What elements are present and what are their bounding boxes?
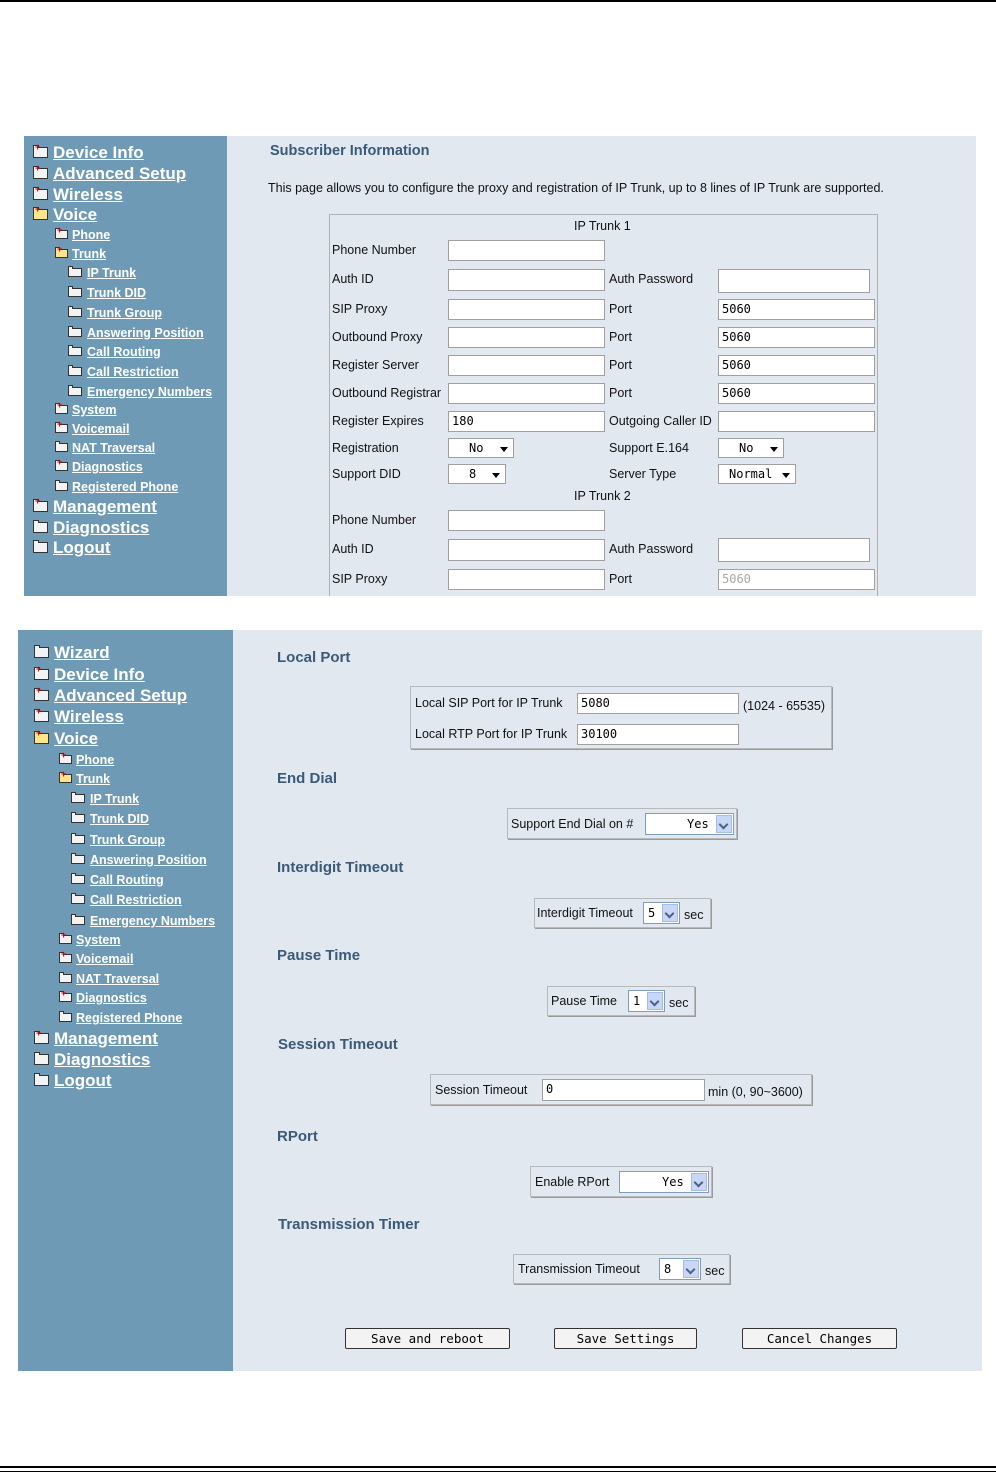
folder-icon: [68, 347, 82, 356]
rport-label: Enable RPort: [535, 1175, 610, 1189]
trunk1-sip-proxy-port-input[interactable]: 5060: [718, 299, 875, 320]
save-settings-button[interactable]: Save Settings: [554, 1328, 697, 1349]
chevron-down-icon: [647, 992, 663, 1010]
nav-answering-position[interactable]: Answering Position: [71, 853, 207, 867]
trunk2-auth-password-label: Auth Password: [609, 542, 694, 556]
trunk1-outbound-proxy-port-label: Port: [609, 330, 632, 344]
local-rtp-port-input[interactable]: 30100: [577, 724, 739, 745]
select-value: 8: [469, 467, 477, 481]
nav-management[interactable]: +Management: [33, 497, 157, 517]
trunk1-auth-password-label: Auth Password: [609, 272, 694, 286]
nav-registered-phone[interactable]: Registered Phone: [55, 480, 178, 494]
folder-icon: [55, 230, 68, 239]
trunk1-support-e164-label: Support E.164: [609, 441, 689, 455]
select-value: No: [739, 441, 754, 455]
rport-box: [530, 1166, 712, 1197]
select-value: Normal: [729, 467, 773, 481]
pause-time-select[interactable]: [628, 990, 665, 1012]
trunk1-register-server-input[interactable]: [448, 355, 605, 376]
top-screenshot: [24, 136, 976, 596]
trunk1-sip-proxy-input[interactable]: [448, 299, 605, 320]
nav-system[interactable]: +System: [59, 933, 120, 947]
trunk1-register-expires-input[interactable]: 180: [448, 411, 605, 432]
transmission-title: Transmission Timer: [278, 1216, 420, 1233]
nav-device-info[interactable]: +Device Info: [33, 143, 144, 163]
folder-icon: [34, 711, 49, 722]
nav-emergency-numbers[interactable]: Emergency Numbers: [71, 914, 215, 928]
session-timeout-unit: min (0, 90~3600): [708, 1085, 803, 1099]
folder-icon: [55, 405, 68, 414]
trunk1-support-did-label: Support DID: [332, 467, 401, 481]
trunk1-auth-id-label: Auth ID: [332, 272, 374, 286]
chevron-down-icon: [492, 473, 500, 478]
trunk1-phone-number-label: Phone Number: [332, 243, 417, 257]
trunk2-auth-id-input[interactable]: [448, 539, 605, 561]
folder-icon: [59, 974, 72, 983]
folder-icon: [33, 522, 48, 533]
pause-time-unit: sec: [669, 996, 689, 1010]
nav-nat-traversal[interactable]: NAT Traversal: [55, 441, 155, 455]
end-dial-label: Support End Dial on #: [511, 817, 634, 831]
local-port-box: [410, 686, 832, 749]
nav-management[interactable]: +Management: [34, 1029, 158, 1049]
trunk1-server-type-select[interactable]: [718, 464, 796, 484]
folder-icon: [34, 669, 49, 680]
trunk1-registration-select[interactable]: [448, 438, 514, 458]
sidebar: [24, 136, 227, 596]
trunk1-outbound-proxy-input[interactable]: [448, 327, 605, 348]
folder-icon: [71, 835, 85, 844]
chevron-down-icon: [683, 1260, 699, 1278]
trunk1-outgoing-caller-id-input[interactable]: [718, 411, 875, 432]
rport-select[interactable]: [619, 1171, 709, 1193]
nav-trunk-group[interactable]: Trunk Group: [68, 306, 162, 320]
interdigit-title: Interdigit Timeout: [277, 859, 404, 876]
interdigit-unit: sec: [684, 908, 704, 922]
trunk1-auth-id-input[interactable]: [448, 269, 605, 291]
session-timeout-input[interactable]: 0: [542, 1079, 705, 1101]
nav-diagnostics-sub[interactable]: +Diagnostics: [55, 460, 143, 474]
transmission-label: Transmission Timeout: [518, 1262, 640, 1276]
folder-icon: [33, 147, 48, 158]
select-value: 1: [633, 994, 641, 1008]
folder-icon: [71, 855, 85, 864]
folder-icon: [68, 328, 82, 337]
end-dial-title: End Dial: [277, 770, 338, 787]
end-dial-select[interactable]: [645, 813, 734, 835]
trunk1-outbound-registrar-label: Outbound Registrar: [332, 386, 442, 400]
nav-logout[interactable]: Logout: [33, 538, 111, 558]
folder-icon: [71, 916, 85, 925]
nav-trunk[interactable]: +Trunk: [59, 772, 110, 786]
chevron-down-icon: [782, 473, 790, 478]
nav-diagnostics-sub[interactable]: +Diagnostics: [59, 991, 147, 1005]
folder-icon: [59, 993, 72, 1002]
nav-trunk[interactable]: +Trunk: [55, 247, 106, 261]
trunk2-sip-proxy-label: SIP Proxy: [332, 572, 388, 586]
trunk1-outbound-proxy-port-input[interactable]: 5060: [718, 327, 875, 348]
transmission-select[interactable]: [659, 1258, 701, 1280]
folder-icon: [71, 794, 85, 803]
folder-open-icon: [59, 774, 72, 783]
trunk1-register-expires-label: Register Expires: [332, 414, 424, 428]
folder-open-icon: [34, 733, 49, 744]
pause-time-title: Pause Time: [277, 947, 361, 964]
folder-icon: [55, 482, 68, 491]
select-value: Yes: [662, 1175, 684, 1189]
nav-registered-phone[interactable]: Registered Phone: [59, 1011, 182, 1025]
session-timeout-box: [430, 1074, 812, 1105]
folder-icon: [34, 1054, 49, 1065]
nav-system[interactable]: +System: [55, 403, 116, 417]
transmission-box: [513, 1254, 730, 1284]
trunk2-sip-proxy-port-input[interactable]: 5060: [718, 569, 875, 590]
select-value: Yes: [687, 817, 709, 831]
chevron-down-icon: [770, 447, 778, 452]
select-value: 5: [648, 906, 656, 920]
transmission-unit: sec: [705, 1264, 725, 1278]
folder-open-icon: [33, 209, 48, 220]
trunk1-outbound-registrar-port-label: Port: [609, 386, 632, 400]
folder-icon: [34, 1075, 49, 1086]
trunk1-support-e164-select[interactable]: [718, 438, 784, 458]
session-timeout-label: Session Timeout: [435, 1083, 528, 1097]
trunk1-server-type-label: Server Type: [609, 467, 677, 481]
save-and-reboot-button[interactable]: Save and reboot: [345, 1328, 510, 1349]
nav-call-restriction[interactable]: Call Restriction: [68, 365, 179, 379]
local-sip-port-label: Local SIP Port for IP Trunk: [415, 696, 563, 710]
nav-diagnostics[interactable]: Diagnostics: [33, 518, 149, 538]
trunk2-auth-password-input[interactable]: [718, 538, 870, 562]
folder-icon: [59, 935, 72, 944]
folder-icon: [68, 288, 82, 297]
bottom-rule-thin: [0, 1471, 996, 1472]
select-value: No: [469, 441, 484, 455]
nav-advanced-setup[interactable]: +Advanced Setup: [34, 686, 187, 706]
trunk1-register-server-port-input[interactable]: 5060: [718, 355, 875, 376]
nav-device-info[interactable]: +Device Info: [34, 665, 145, 685]
nav-wireless[interactable]: +Wireless: [34, 707, 124, 727]
trunk1-outbound-registrar-port-input[interactable]: 5060: [718, 383, 875, 404]
select-value: 8: [664, 1262, 672, 1276]
interdigit-box: [534, 898, 711, 928]
folder-icon: [34, 1033, 49, 1044]
nav-ip-trunk[interactable]: IP Trunk: [68, 266, 136, 280]
trunk2-sip-proxy-input[interactable]: [448, 569, 605, 590]
trunk1-sip-proxy-label: SIP Proxy: [332, 302, 388, 316]
trunk1-support-did-select[interactable]: [448, 464, 506, 484]
folder-icon: [68, 268, 82, 277]
nav-call-routing[interactable]: Call Routing: [71, 873, 164, 887]
main-content: [233, 630, 982, 1371]
folder-icon: [33, 542, 48, 553]
bottom-screenshot: [18, 630, 982, 1371]
trunk1-register-server-port-label: Port: [609, 358, 632, 372]
folder-icon: [71, 895, 85, 904]
chevron-down-icon: [691, 1173, 707, 1191]
nav-voicemail[interactable]: +Voicemail: [59, 952, 133, 966]
chevron-down-icon: [716, 815, 732, 833]
folder-icon: [55, 443, 68, 452]
nav-ip-trunk[interactable]: IP Trunk: [71, 792, 139, 806]
trunk1-outgoing-caller-id-label: Outgoing Caller ID: [609, 414, 712, 428]
trunk2-phone-number-input[interactable]: [448, 510, 605, 531]
ip-trunk-table: [329, 214, 878, 596]
trunk1-registration-label: Registration: [332, 441, 399, 455]
nav-trunk-did[interactable]: Trunk DID: [71, 812, 149, 826]
trunk1-register-server-label: Register Server: [332, 358, 419, 372]
interdigit-label: Interdigit Timeout: [537, 906, 633, 920]
folder-icon: [33, 501, 48, 512]
trunk1-heading: IP Trunk 1: [574, 219, 631, 233]
nav-diagnostics[interactable]: Diagnostics: [34, 1050, 150, 1070]
page-title: Subscriber Information: [270, 143, 430, 159]
folder-icon: [59, 954, 72, 963]
trunk1-outbound-registrar-input[interactable]: [448, 383, 605, 404]
bottom-rule: [0, 1466, 996, 1468]
folder-icon: [71, 875, 85, 884]
folder-icon: [68, 387, 82, 396]
nav-phone[interactable]: +Phone: [59, 753, 114, 767]
folder-icon: [55, 462, 68, 471]
local-rtp-port-label: Local RTP Port for IP Trunk: [415, 727, 568, 741]
trunk2-auth-id-label: Auth ID: [332, 542, 374, 556]
nav-emergency-numbers[interactable]: Emergency Numbers: [68, 385, 212, 399]
trunk1-auth-password-input[interactable]: [718, 269, 870, 293]
rport-title: RPort: [277, 1128, 318, 1145]
chevron-down-icon: [662, 904, 678, 922]
folder-icon: [68, 308, 82, 317]
folder-icon: [34, 647, 49, 658]
end-dial-box: [507, 808, 737, 839]
local-sip-port-range: (1024 - 65535): [743, 699, 826, 713]
folder-icon: [34, 690, 49, 701]
trunk1-sip-proxy-port-label: Port: [609, 302, 632, 316]
nav-nat-traversal[interactable]: NAT Traversal: [59, 972, 159, 986]
folder-icon: [68, 367, 82, 376]
trunk1-phone-number-input[interactable]: [448, 240, 605, 261]
folder-icon: [71, 814, 85, 823]
folder-open-icon: [55, 249, 68, 258]
pause-time-box: [547, 986, 695, 1016]
nav-voicemail[interactable]: +Voicemail: [55, 422, 129, 436]
nav-voice[interactable]: +Voice: [34, 729, 98, 749]
nav-trunk-group[interactable]: Trunk Group: [71, 833, 165, 847]
trunk1-outbound-proxy-label: Outbound Proxy: [332, 330, 423, 344]
folder-icon: [59, 755, 72, 764]
session-timeout-title: Session Timeout: [278, 1036, 398, 1053]
trunk2-sip-proxy-port-label: Port: [609, 572, 632, 586]
nav-call-restriction[interactable]: Call Restriction: [71, 893, 182, 907]
interdigit-select[interactable]: [643, 902, 680, 924]
folder-icon: [33, 168, 48, 179]
nav-wireless[interactable]: +Wireless: [33, 185, 123, 205]
folder-icon: [55, 424, 68, 433]
nav-logout[interactable]: Logout: [34, 1071, 112, 1091]
trunk2-heading: IP Trunk 2: [574, 489, 631, 503]
sidebar: [18, 630, 233, 1371]
pause-time-label: Pause Time: [551, 994, 618, 1008]
top-rule: [0, 0, 996, 2]
nav-voice[interactable]: +Voice: [33, 205, 97, 225]
main-content: [227, 136, 976, 596]
nav-trunk-did[interactable]: Trunk DID: [68, 286, 146, 300]
nav-wizard[interactable]: Wizard: [34, 643, 110, 663]
chevron-down-icon: [500, 447, 508, 452]
nav-phone[interactable]: +Phone: [55, 228, 110, 242]
trunk2-phone-number-label: Phone Number: [332, 513, 417, 527]
nav-advanced-setup[interactable]: +Advanced Setup: [33, 164, 186, 184]
folder-icon: [33, 189, 48, 200]
page-description: This page allows you to configure the proxy and registration of IP Trunk, up to 8 lines of IP Trunk are supported.: [268, 181, 884, 195]
local-port-title: Local Port: [277, 649, 351, 666]
folder-icon: [59, 1013, 72, 1022]
nav-call-routing[interactable]: Call Routing: [68, 345, 161, 359]
local-sip-port-input[interactable]: 5080: [577, 693, 739, 714]
cancel-changes-button[interactable]: Cancel Changes: [742, 1328, 897, 1349]
nav-answering-position[interactable]: Answering Position: [68, 326, 204, 340]
